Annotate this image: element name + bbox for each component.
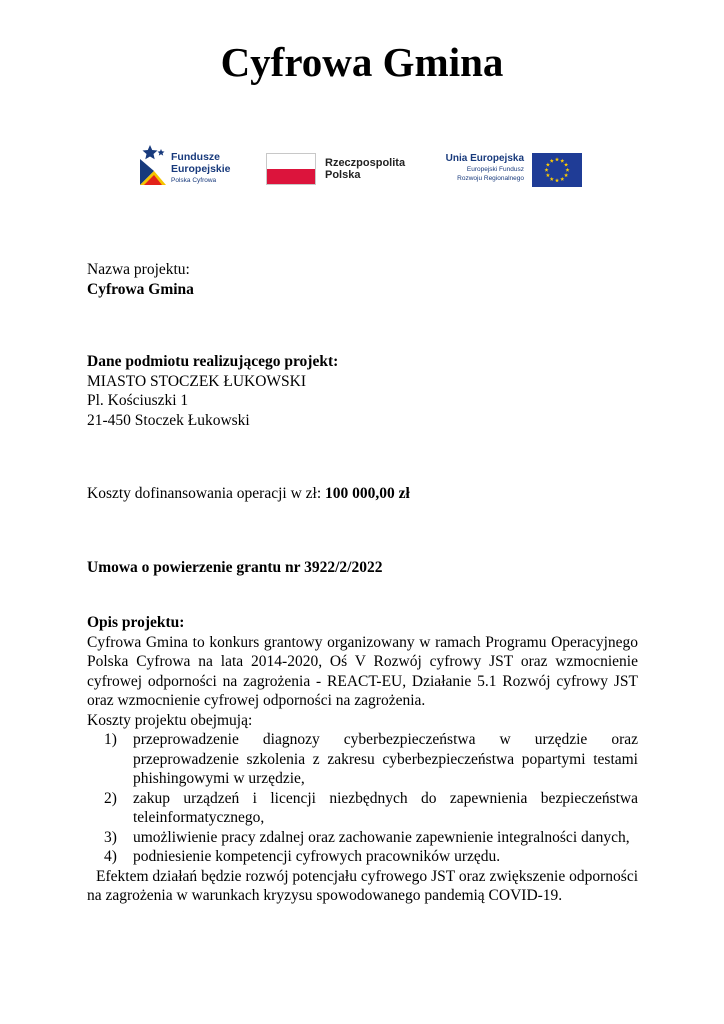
ue-line-3: Rozwoju Regionalnego	[457, 175, 524, 182]
funding-section	[87, 484, 638, 504]
fe-line-2: Europejskie	[171, 163, 231, 175]
description-section	[87, 613, 638, 906]
description-heading: Opis projektu:	[87, 614, 185, 631]
funding-line	[87, 484, 638, 504]
costs-intro: Koszty projektu obejmują:	[87, 711, 253, 729]
fundusze-europejskie-text	[171, 151, 231, 185]
entity-city: 21-450 Stoczek Łukowski	[87, 411, 250, 429]
list-item: 4) podniesienie kompetencji cyfrowych pracowników urzędu.	[104, 848, 501, 865]
funding-logos-strip	[0, 144, 724, 190]
unia-europejska-logo	[438, 144, 588, 190]
costs-list	[87, 730, 638, 867]
description-outcome: Efektem działań będzie rozwój potencjału cyfrowego JST oraz zwiększenie odporności na zagrożenia w warunkach kryzysu spowodowanego pandemią COVID-19.	[87, 867, 638, 904]
eu-flag-icon	[532, 153, 582, 187]
entity-section	[87, 352, 638, 430]
funding-amount: 100 000,00 zł	[325, 485, 410, 502]
list-item: 3) umożliwienie pracy zdalnej oraz zachowanie zapewnienie integralności danych,	[104, 828, 630, 846]
rzeczpospolita-polska-text	[325, 157, 405, 181]
description-intro: Cyfrowa Gmina to konkurs grantowy organizowany w ramach Programu Operacyjnego Polska Cyfrowa na lata 2014-2020, Oś V Rozwój cyfrowy JST oraz wzmocnienie cyfrowej odporności na zagrożenia - REACT-EU, Działanie 5.1 Rozwój cyfrowy JST oraz wzmocnienie cyfrowej odporności na zagrożenia.	[87, 633, 638, 709]
contract-number: Umowa o powierzenie grantu nr 3922/2/2022	[87, 559, 383, 576]
funding-label: Koszty dofinansowania operacji w zł:	[87, 485, 326, 502]
rp-line-2: Polska	[325, 169, 361, 181]
project-name-section	[87, 260, 638, 299]
list-item: 1) przeprowadzenie diagnozy cyberbezpieczeństwa w urzędzie oraz przeprowadzenie szkolenia z zakresu cyberbezpieczeństwa popartymi testami phishingowymi w urzędzie,	[104, 731, 638, 787]
entity-name: MIASTO STOCZEK ŁUKOWSKI	[87, 372, 307, 390]
entity-street: Pl. Kościuszki 1	[87, 392, 189, 409]
list-item: 2) zakup urządzeń i licencji niezbędnych do zapewnienia bezpieczeństwa teleinformatycznego,	[104, 789, 638, 826]
fundusze-europejskie-mark-icon	[140, 145, 166, 185]
fe-line-3: Polska Cyfrowa	[171, 177, 217, 184]
entity-heading: Dane podmiotu realizującego projekt:	[87, 353, 339, 370]
rp-line-1: Rzeczpospolita	[325, 157, 406, 169]
fundusze-europejskie-logo	[140, 144, 240, 190]
fe-line-1: Fundusze	[171, 151, 220, 163]
page-title: Cyfrowa Gmina	[220, 39, 504, 85]
unia-europejska-text	[438, 153, 524, 183]
project-name-label: Nazwa projektu:	[87, 261, 190, 278]
rzeczpospolita-polska-logo	[266, 144, 416, 190]
polish-flag-icon	[266, 153, 316, 185]
contract-section	[87, 558, 638, 578]
ue-line-2: Europejski Fundusz	[466, 166, 524, 173]
ue-line-1: Unia Europejska	[445, 153, 524, 164]
project-name-value: Cyfrowa Gmina	[87, 280, 194, 298]
